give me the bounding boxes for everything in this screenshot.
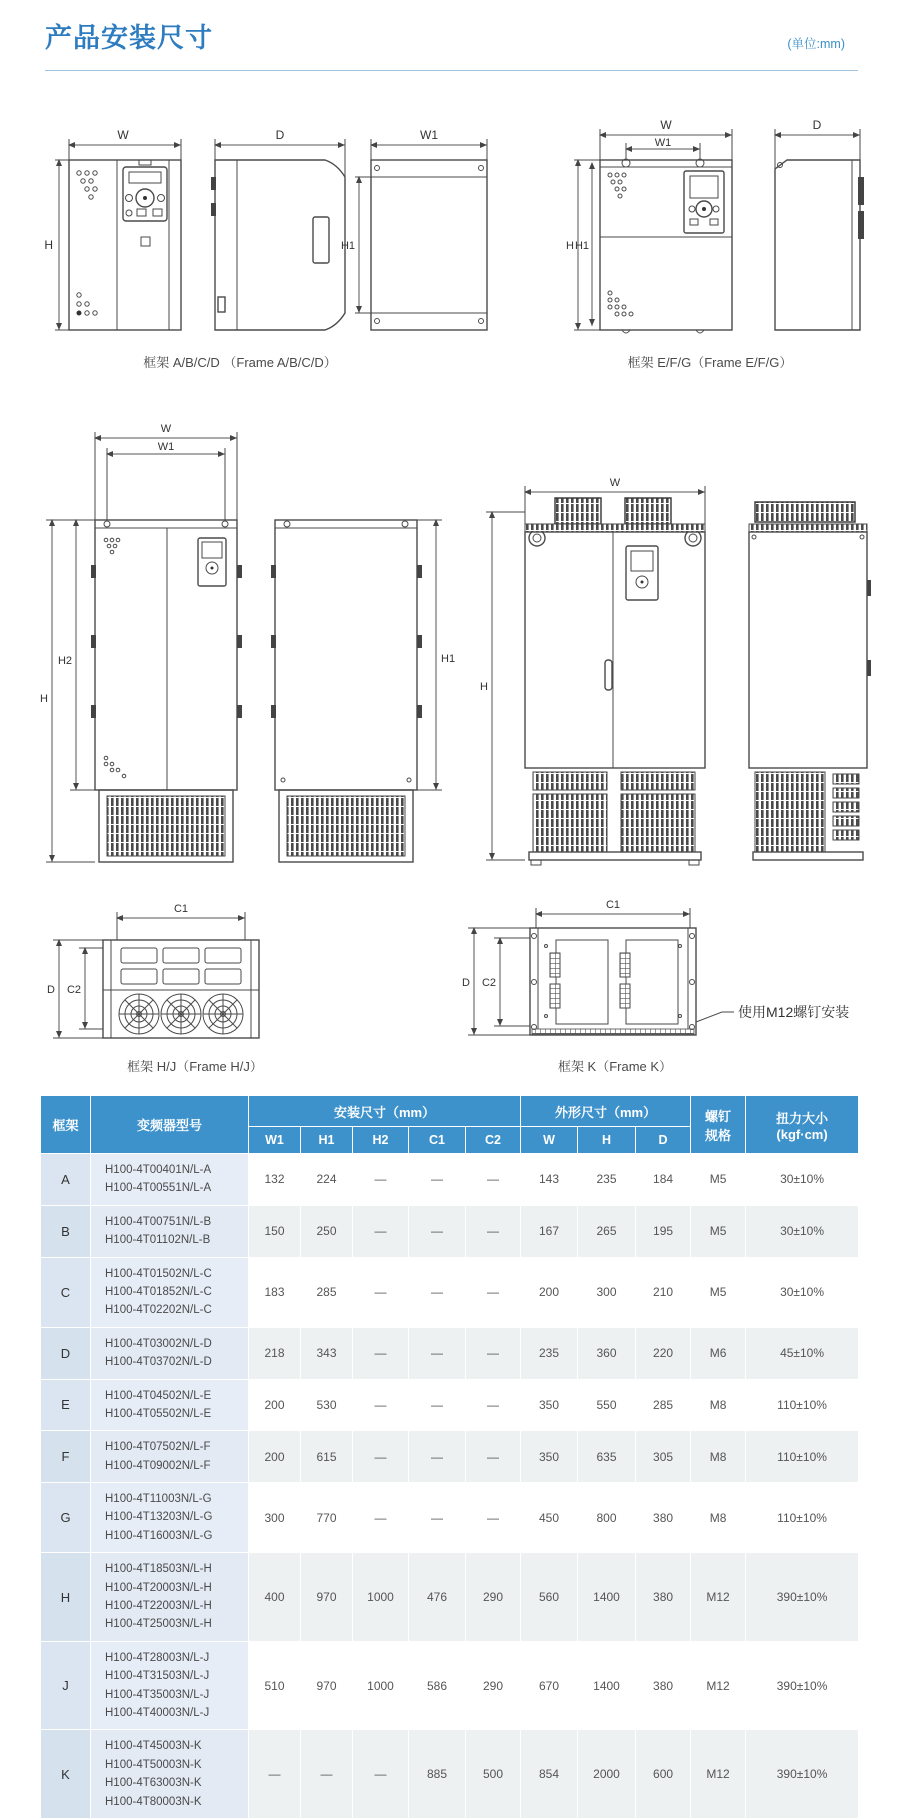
value-cell: 885 [409, 1730, 466, 1819]
value-cell: 285 [636, 1379, 691, 1431]
dim-label-d: D [275, 128, 285, 142]
value-cell: 184 [636, 1154, 691, 1206]
dim-label-w: W [117, 128, 129, 142]
header-screw-line2: 规格 [705, 1127, 732, 1143]
value-cell: 30±10% [746, 1205, 859, 1257]
header-torque-line1: 扭力大小 [776, 1110, 829, 1126]
model-line: H100-4T07502N/L-F [105, 1441, 211, 1454]
value-cell: — [353, 1205, 409, 1257]
frame-cell: G [41, 1483, 91, 1553]
header-torque [746, 1096, 859, 1154]
model-cell [91, 1641, 249, 1730]
header-torque-line2: (kgf·cm) [776, 1126, 828, 1142]
value-cell: M8 [691, 1483, 746, 1553]
model-cell [91, 1379, 249, 1431]
frame-abcd-drawing [45, 105, 495, 355]
value-cell: M5 [691, 1205, 746, 1257]
model-line: H100-4T01502N/L-C [105, 1267, 212, 1280]
table-row [41, 1641, 859, 1730]
value-cell: M12 [691, 1641, 746, 1730]
value-cell: — [409, 1431, 466, 1483]
value-cell: — [353, 1257, 409, 1327]
value-cell: 150 [249, 1205, 301, 1257]
value-cell: — [353, 1483, 409, 1553]
frame-abcd-caption: 框架 A/B/C/D （Frame A/B/C/D） [143, 355, 337, 370]
value-cell: 218 [249, 1327, 301, 1379]
value-cell: — [466, 1154, 521, 1206]
value-cell: — [466, 1431, 521, 1483]
model-line: H100-4T35003N/L-J [105, 1688, 210, 1701]
value-cell: 30±10% [746, 1257, 859, 1327]
spec-table [40, 1095, 859, 1819]
model-line: H100-4T03702N/L-D [105, 1356, 212, 1369]
value-cell: 200 [249, 1431, 301, 1483]
value-cell: 110±10% [746, 1431, 859, 1483]
dim-label-h2: H2 [57, 655, 72, 667]
dim-label-h: H [44, 238, 53, 252]
model-line: H100-4T45003N-K [105, 1740, 202, 1753]
value-cell: 360 [578, 1327, 636, 1379]
fan-circles [119, 994, 243, 1034]
model-cell [91, 1730, 249, 1819]
value-cell: 343 [301, 1327, 353, 1379]
value-cell: 390±10% [746, 1553, 859, 1642]
frame-cell: A [41, 1154, 91, 1206]
dim-label-w: W [660, 118, 672, 132]
value-cell: 350 [521, 1379, 578, 1431]
value-cell: 250 [301, 1205, 353, 1257]
dim-label-w1: W1 [420, 128, 438, 142]
value-cell: — [409, 1154, 466, 1206]
model-line: H100-4T63003N-K [105, 1777, 202, 1790]
frame-hj-caption: 框架 H/J（Frame H/J） [127, 1059, 263, 1074]
header-outline: 外形尺寸（mm） [521, 1096, 691, 1127]
value-cell: 970 [301, 1553, 353, 1642]
value-cell: 550 [578, 1379, 636, 1431]
value-cell: 854 [521, 1730, 578, 1819]
value-cell: M8 [691, 1431, 746, 1483]
frame-k-caption: 框架 K（Frame K） [557, 1059, 673, 1074]
value-cell: 600 [636, 1730, 691, 1819]
frame-k-note: 使用M12螺钉安装 [738, 1004, 850, 1020]
model-line: H100-4T01102N/L-B [105, 1234, 211, 1247]
value-cell: 290 [466, 1641, 521, 1730]
value-cell: 30±10% [746, 1154, 859, 1206]
header-h: H [578, 1127, 636, 1154]
header-c2: C2 [466, 1127, 521, 1154]
model-cell [91, 1205, 249, 1257]
value-cell: M5 [691, 1154, 746, 1206]
value-cell: 380 [636, 1483, 691, 1553]
model-line: H100-4T50003N-K [105, 1758, 202, 1771]
model-line: H100-4T01852N/L-C [105, 1285, 212, 1298]
value-cell: 200 [249, 1379, 301, 1431]
model-cell [91, 1327, 249, 1379]
value-cell: 45±10% [746, 1327, 859, 1379]
model-line: H100-4T20003N/L-H [105, 1581, 212, 1594]
value-cell: 235 [521, 1327, 578, 1379]
frame-cell: F [41, 1431, 91, 1483]
dim-label-w: W [160, 423, 172, 435]
model-cell [91, 1154, 249, 1206]
dim-label-w: W [609, 477, 621, 489]
value-cell: 635 [578, 1431, 636, 1483]
model-line: H100-4T25003N/L-H [105, 1618, 212, 1631]
header-screw-line1: 螺钉 [705, 1108, 732, 1124]
header-screw [691, 1096, 746, 1154]
header-install: 安装尺寸（mm） [249, 1096, 521, 1127]
header-c1: C1 [409, 1127, 466, 1154]
dim-label-c1: C1 [173, 903, 189, 915]
value-cell: 615 [301, 1431, 353, 1483]
header-w1: W1 [249, 1127, 301, 1154]
dim-label-d: D [462, 977, 470, 989]
model-cell [91, 1483, 249, 1553]
frame-cell: C [41, 1257, 91, 1327]
model-line: H100-4T11003N/L-G [105, 1493, 212, 1506]
frame-efg-caption: 框架 E/F/G（Frame E/F/G） [627, 355, 793, 370]
model-cell [91, 1431, 249, 1483]
value-cell: 300 [249, 1483, 301, 1553]
table-row [41, 1379, 859, 1431]
frame-k-top-drawing [450, 898, 900, 1061]
value-cell: — [466, 1257, 521, 1327]
value-cell: 350 [521, 1431, 578, 1483]
value-cell: 1400 [578, 1641, 636, 1730]
table-row [41, 1730, 859, 1819]
value-cell: 770 [301, 1483, 353, 1553]
value-cell: 285 [301, 1257, 353, 1327]
value-cell: — [409, 1379, 466, 1431]
value-cell: 1000 [353, 1641, 409, 1730]
value-cell: 1000 [353, 1553, 409, 1642]
value-cell: 2000 [578, 1730, 636, 1819]
value-cell: — [353, 1431, 409, 1483]
frame-efg-drawing [500, 105, 880, 355]
value-cell: 586 [409, 1641, 466, 1730]
value-cell: 670 [521, 1641, 578, 1730]
value-cell: 210 [636, 1257, 691, 1327]
value-cell: M12 [691, 1730, 746, 1819]
value-cell: — [353, 1327, 409, 1379]
model-line: H100-4T13203N/L-G [105, 1511, 213, 1524]
header-w: W [521, 1127, 578, 1154]
dim-label-h1: H1 [340, 240, 355, 252]
frame-cell: J [41, 1641, 91, 1730]
dim-label-w1: W1 [157, 441, 175, 453]
header-model: 变频器型号 [91, 1096, 249, 1154]
frame-cell: H [41, 1553, 91, 1642]
model-line: H100-4T02202N/L-C [105, 1304, 212, 1317]
frame-cell: E [41, 1379, 91, 1431]
frame-cell: D [41, 1327, 91, 1379]
abcd-side-view [211, 128, 345, 330]
value-cell: 224 [301, 1154, 353, 1206]
model-line: H100-4T09002N/L-F [105, 1459, 211, 1472]
frame-hj-top-drawing [45, 898, 335, 1061]
value-cell: — [249, 1730, 301, 1819]
dim-label-c2: C2 [481, 977, 496, 989]
value-cell: 195 [636, 1205, 691, 1257]
value-cell: 450 [521, 1483, 578, 1553]
table-row [41, 1257, 859, 1327]
unit-label: (单位:mm) [787, 37, 845, 51]
value-cell: 500 [466, 1730, 521, 1819]
value-cell: 400 [249, 1553, 301, 1642]
value-cell: — [353, 1730, 409, 1819]
dim-label-d: D [812, 118, 822, 132]
model-line: H100-4T05502N/L-E [105, 1407, 212, 1420]
value-cell: — [466, 1205, 521, 1257]
abcd-front-view [44, 128, 181, 330]
header-d: D [636, 1127, 691, 1154]
frame-cell: B [41, 1205, 91, 1257]
value-cell: 290 [466, 1553, 521, 1642]
value-cell: 132 [249, 1154, 301, 1206]
dim-label-h1: H1 [574, 240, 589, 252]
k-top-view [462, 899, 849, 1035]
title-divider [45, 70, 858, 71]
model-line: H100-4T04502N/L-E [105, 1389, 212, 1402]
value-cell: 560 [521, 1553, 578, 1642]
value-cell: — [409, 1327, 466, 1379]
dim-label-h1: H1 [441, 653, 456, 665]
value-cell: 110±10% [746, 1483, 859, 1553]
hj-top-view [47, 903, 259, 1038]
k-cabinet-front [480, 477, 705, 865]
model-line: H100-4T18503N/L-H [105, 1563, 212, 1576]
value-cell: — [409, 1257, 466, 1327]
abcd-back-view [341, 128, 487, 330]
value-cell: 200 [521, 1257, 578, 1327]
dim-label-c1: C1 [605, 899, 621, 911]
header-h1: H1 [301, 1127, 353, 1154]
model-line: H100-4T40003N/L-J [105, 1706, 210, 1719]
model-cell [91, 1257, 249, 1327]
header-frame: 框架 [41, 1096, 91, 1154]
dim-label-h: H [566, 240, 574, 252]
value-cell: 530 [301, 1379, 353, 1431]
cabinet-k-drawing [450, 450, 890, 880]
cabinet-hj-drawing [40, 420, 470, 880]
value-cell: — [466, 1327, 521, 1379]
model-line: H100-4T28003N/L-J [105, 1651, 210, 1664]
value-cell: M8 [691, 1379, 746, 1431]
value-cell: 143 [521, 1154, 578, 1206]
value-cell: 510 [249, 1641, 301, 1730]
value-cell: 390±10% [746, 1641, 859, 1730]
frame-cell: K [41, 1730, 91, 1819]
value-cell: M12 [691, 1553, 746, 1642]
value-cell: — [409, 1205, 466, 1257]
efg-front-view [566, 118, 732, 333]
dim-label-d: D [47, 984, 55, 996]
value-cell: 1400 [578, 1553, 636, 1642]
k-cabinet-side [749, 502, 871, 860]
value-cell: 390±10% [746, 1730, 859, 1819]
table-row [41, 1205, 859, 1257]
model-line: H100-4T00551N/L-A [105, 1182, 212, 1195]
dim-label-h: H [40, 693, 48, 705]
value-cell: 265 [578, 1205, 636, 1257]
value-cell: — [353, 1154, 409, 1206]
model-line: H100-4T16003N/L-G [105, 1529, 213, 1542]
value-cell: 476 [409, 1553, 466, 1642]
table-row [41, 1553, 859, 1642]
value-cell: 970 [301, 1641, 353, 1730]
value-cell: M6 [691, 1327, 746, 1379]
value-cell: 235 [578, 1154, 636, 1206]
dim-label-c2: C2 [66, 984, 81, 996]
value-cell: 220 [636, 1327, 691, 1379]
table-row [41, 1483, 859, 1553]
value-cell: M5 [691, 1257, 746, 1327]
value-cell: 380 [636, 1641, 691, 1730]
page-title: 产品安装尺寸 [45, 23, 213, 53]
efg-side-view [775, 118, 864, 330]
table-row [41, 1327, 859, 1379]
table-row [41, 1431, 859, 1483]
hj-cabinet-back [271, 520, 455, 862]
model-line: H100-4T22003N/L-H [105, 1600, 212, 1613]
table-body [41, 1154, 859, 1819]
value-cell: 800 [578, 1483, 636, 1553]
dim-label-w1: W1 [654, 137, 672, 149]
model-line: H100-4T80003N-K [105, 1795, 202, 1808]
value-cell: 300 [578, 1257, 636, 1327]
model-line: H100-4T31503N/L-J [105, 1670, 210, 1683]
model-line: H100-4T03002N/L-D [105, 1337, 212, 1350]
value-cell: 110±10% [746, 1379, 859, 1431]
value-cell: — [409, 1483, 466, 1553]
value-cell: 183 [249, 1257, 301, 1327]
model-line: H100-4T00751N/L-B [105, 1215, 212, 1228]
value-cell: 305 [636, 1431, 691, 1483]
value-cell: — [353, 1379, 409, 1431]
hj-cabinet-front [40, 423, 242, 862]
value-cell: 167 [521, 1205, 578, 1257]
table-row [41, 1154, 859, 1206]
value-cell: 380 [636, 1553, 691, 1642]
header-h2: H2 [353, 1127, 409, 1154]
value-cell: — [301, 1730, 353, 1819]
value-cell: — [466, 1379, 521, 1431]
model-line: H100-4T00401N/L-A [105, 1164, 212, 1176]
value-cell: — [466, 1483, 521, 1553]
model-cell [91, 1553, 249, 1642]
dim-label-h: H [480, 681, 488, 693]
